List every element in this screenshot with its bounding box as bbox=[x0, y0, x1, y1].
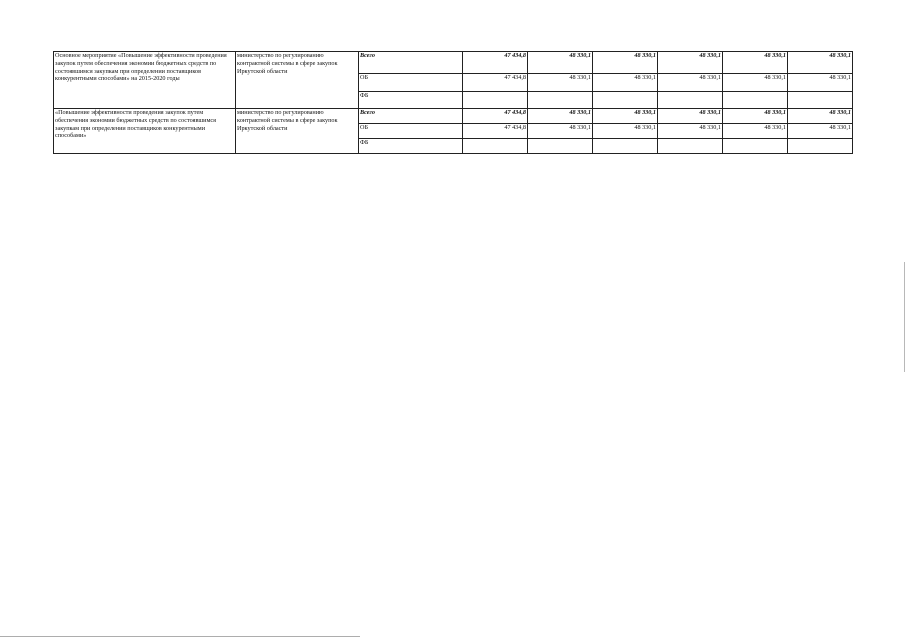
funding-source-cell: Всего bbox=[359, 109, 463, 124]
amount-cell bbox=[593, 92, 658, 109]
amount-cell bbox=[463, 139, 528, 154]
amount-cell: 48 330,1 bbox=[528, 74, 593, 92]
amount-cell: 48 330,1 bbox=[723, 124, 788, 139]
amount-cell bbox=[723, 92, 788, 109]
funding-source-cell: ОБ bbox=[359, 74, 463, 92]
funding-source-cell: Всего bbox=[359, 52, 463, 74]
amount-cell: 48 330,1 bbox=[658, 124, 723, 139]
amount-cell: 48 330,1 bbox=[788, 74, 853, 92]
amount-cell bbox=[463, 92, 528, 109]
amount-cell bbox=[658, 92, 723, 109]
amount-cell: 47 434,8 bbox=[463, 74, 528, 92]
amount-cell: 48 330,1 bbox=[723, 74, 788, 92]
funding-source-cell: ОБ bbox=[359, 124, 463, 139]
table-row bbox=[54, 52, 853, 74]
amount-cell: 48 330,1 bbox=[593, 124, 658, 139]
amount-cell bbox=[658, 139, 723, 154]
amount-cell: 48 330,1 bbox=[528, 109, 593, 124]
amount-cell: 48 330,1 bbox=[788, 124, 853, 139]
amount-cell: 48 330,1 bbox=[593, 52, 658, 74]
amount-cell: 48 330,1 bbox=[788, 109, 853, 124]
amount-cell: 48 330,1 bbox=[723, 52, 788, 74]
amount-cell bbox=[593, 139, 658, 154]
responsible-agency-cell: министерство по регулированию контрактной системы в сфере закупок Иркутской области bbox=[236, 52, 359, 109]
amount-cell bbox=[528, 92, 593, 109]
amount-cell: 48 330,1 bbox=[658, 109, 723, 124]
amount-cell: 48 330,1 bbox=[723, 109, 788, 124]
amount-cell: 48 330,1 bbox=[593, 109, 658, 124]
funding-source-cell: ФБ bbox=[359, 92, 463, 109]
responsible-agency-cell: министерство по регулированию контрактной системы в сфере закупок Иркутской области bbox=[236, 109, 359, 154]
amount-cell bbox=[528, 139, 593, 154]
amount-cell: 48 330,1 bbox=[658, 52, 723, 74]
amount-cell: 48 330,1 bbox=[658, 74, 723, 92]
budget-table bbox=[53, 51, 853, 154]
table-row bbox=[54, 109, 853, 124]
amount-cell bbox=[723, 139, 788, 154]
scan-artifact bbox=[0, 636, 360, 637]
amount-cell bbox=[788, 139, 853, 154]
measure-name-cell: «Повышение эффективности проведения закупок путем обеспечения экономии бюджетных средств по состоявшимся закупкам при определении поставщиков конкурентными способами» bbox=[54, 109, 236, 154]
amount-cell: 48 330,1 bbox=[593, 74, 658, 92]
amount-cell: 48 330,1 bbox=[528, 52, 593, 74]
amount-cell: 47 434,8 bbox=[463, 124, 528, 139]
amount-cell: 48 330,1 bbox=[788, 52, 853, 74]
amount-cell: 47 434,8 bbox=[463, 109, 528, 124]
amount-cell bbox=[788, 92, 853, 109]
amount-cell: 47 434,8 bbox=[463, 52, 528, 74]
amount-cell: 48 330,1 bbox=[528, 124, 593, 139]
funding-source-cell: ФБ bbox=[359, 139, 463, 154]
measure-name-cell: Основное мероприятие «Повышение эффективности проведения закупок путем обеспечения экономии бюджетных средств по состоявшимся закупкам при определении поставщиков конкурентными способами» на 2015-2020 годы bbox=[54, 52, 236, 109]
